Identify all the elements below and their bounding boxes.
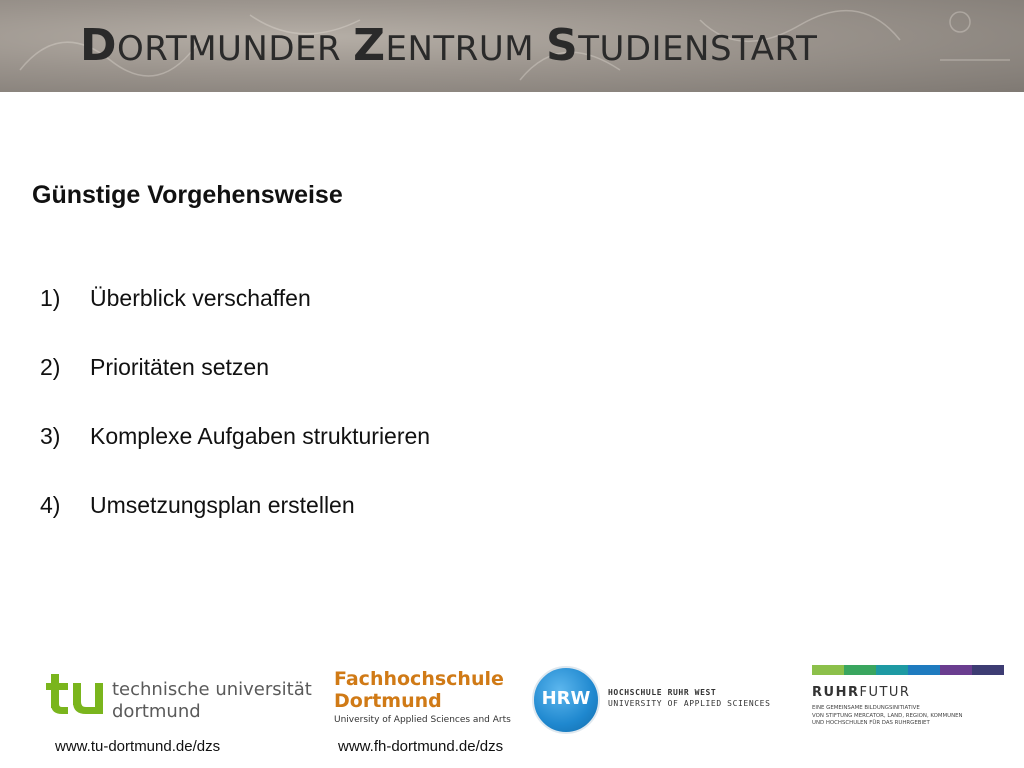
list-text: Umsetzungsplan erstellen [90,492,355,518]
list-item [40,285,430,354]
steps-list [40,285,430,561]
ruhrfutur-bar [876,665,908,675]
ruhrfutur-subtitle: EINE GEMEINSAME BILDUNGSINITIATIVE VON STIFTUNG MERCATOR, LAND, REGION, KOMMUNEN UND HOCHSCHULEN FÜR DAS RUHRGEBIET [812,705,963,726]
header-banner [0,0,1024,92]
banner-word-1: DORTMUNDER [80,20,342,71]
list-text: Überblick verschaffen [90,285,311,311]
list-item [40,492,430,561]
list-item [40,354,430,423]
fh-dzs-link[interactable]: www.fh-dortmund.de/dzs [338,738,504,755]
tu-dortmund-logo-icon [46,674,104,716]
banner-word-2: ZENTRUM [353,20,535,71]
banner-word-3: STUDIENSTART [546,20,818,71]
ruhrfutur-bar [812,665,844,675]
list-item [40,423,430,492]
ruhrfutur-title: RUHRFUTUR [812,685,911,700]
ruhrfutur-color-bars [812,665,1004,675]
hrw-logo-icon: HRW [532,666,600,734]
ruhrfutur-bar [940,665,972,675]
fh-dortmund-logo: Fachhochschule Dortmund University of Applied Sciences and Arts [334,668,511,725]
list-number: 2) [40,354,61,380]
tu-dortmund-name: technische universität dortmund [112,679,312,722]
ruhrfutur-bar [972,665,1004,675]
tu-dzs-link[interactable]: www.tu-dortmund.de/dzs [55,738,221,755]
list-text: Prioritäten setzen [90,354,269,380]
list-number: 1) [40,285,61,311]
hrw-name: HOCHSCHULE RUHR WEST UNIVERSITY OF APPLIED SCIENCES [608,688,771,708]
ruhrfutur-bar [844,665,876,675]
ruhrfutur-bar [908,665,940,675]
list-number: 4) [40,492,61,518]
list-text: Komplexe Aufgaben strukturieren [90,423,431,449]
list-number: 3) [40,423,61,449]
slide-heading: Günstige Vorgehensweise [32,181,343,209]
banner-title [80,20,817,75]
